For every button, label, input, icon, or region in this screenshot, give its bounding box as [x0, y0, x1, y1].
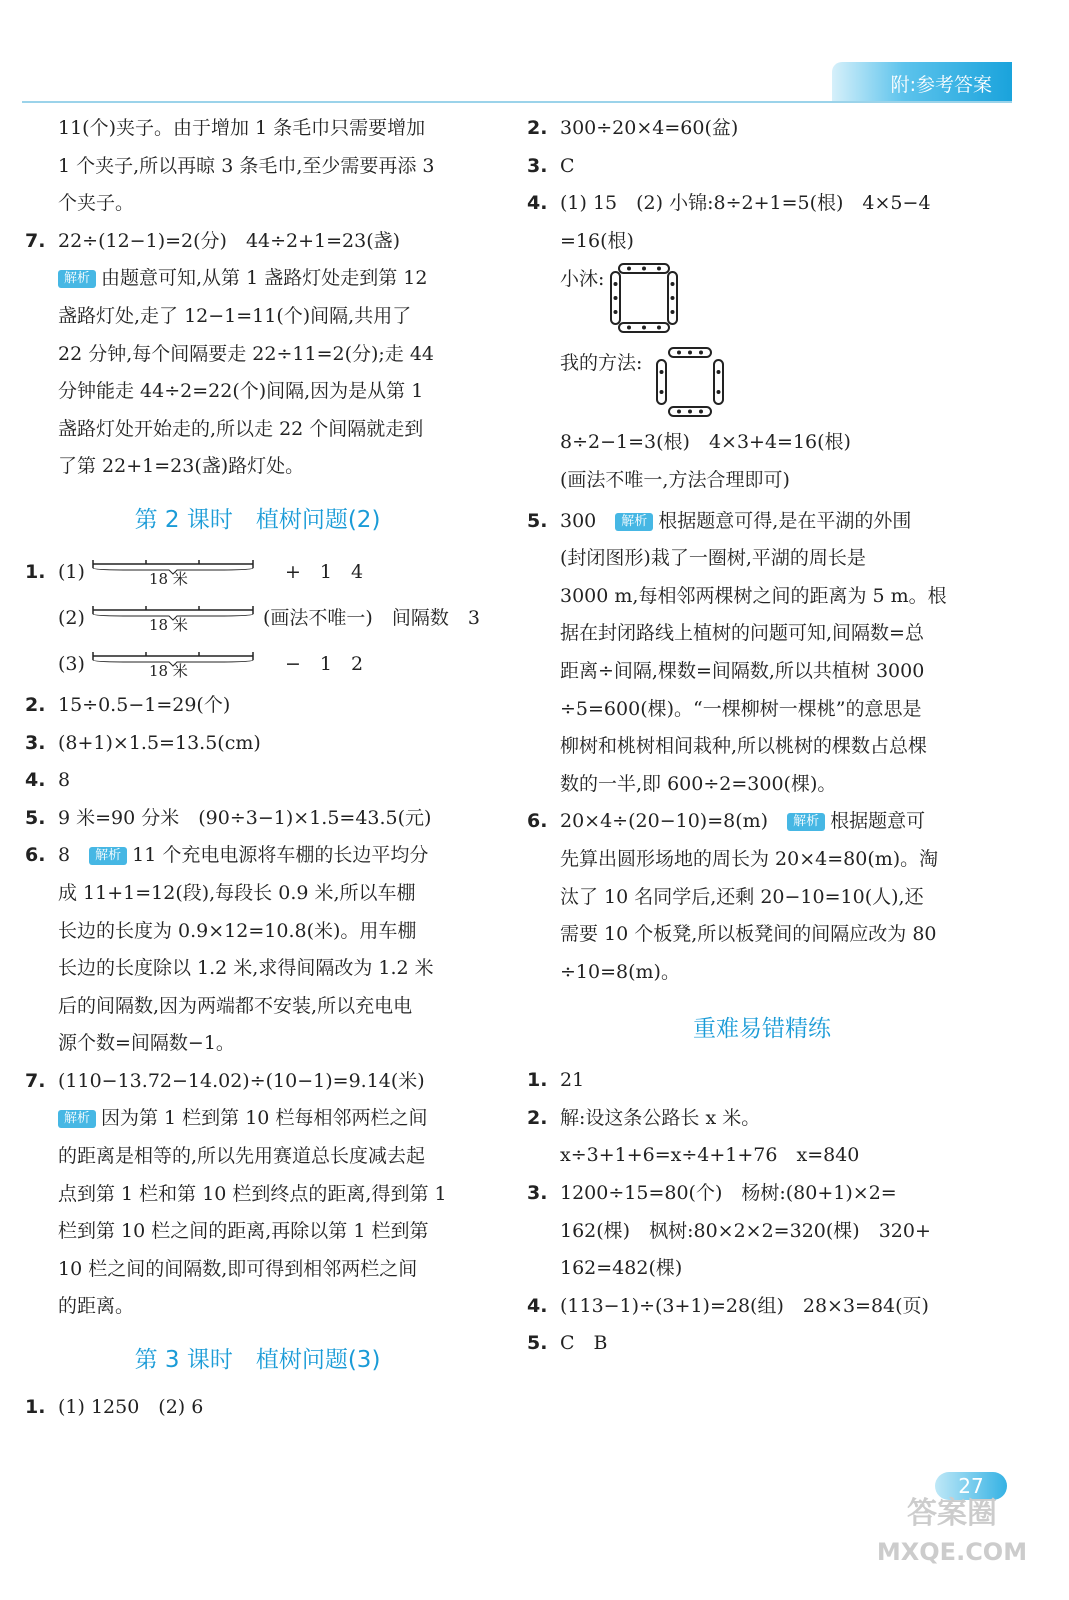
- part-label: (2): [58, 606, 85, 629]
- text-line: 8÷2−1=3(根) 4×3+4=16(根): [560, 431, 851, 454]
- watermark: [872, 1495, 1032, 1595]
- text-line: 后的间隔数,因为两端都不安装,所以充电电: [58, 994, 413, 1017]
- text-line: x÷3+1+6=x÷4+1+76 x=840: [560, 1144, 860, 1167]
- question-7: [25, 223, 490, 261]
- stick-square-xiaomu: [609, 262, 679, 334]
- analysis-badge: 解析: [787, 813, 825, 831]
- text-line: 的距离是相等的,所以先用赛道总长度减去起: [58, 1145, 426, 1168]
- question-number: 7.: [25, 229, 46, 252]
- left-column: [25, 110, 490, 1427]
- analysis-badge: 解析: [615, 513, 653, 531]
- question-7: [25, 1063, 490, 1101]
- text-line: (画法不唯一,方法合理即可): [560, 468, 790, 491]
- question-number: 1.: [527, 1069, 548, 1092]
- analysis-text: 11 个充电电源将车棚的长边平均分: [132, 844, 429, 867]
- question-1-part-3: [25, 641, 490, 687]
- question-6: [527, 803, 997, 841]
- question-number: 3.: [527, 154, 548, 177]
- answer-text: 300: [560, 509, 597, 532]
- question-number: 4.: [25, 769, 46, 792]
- text-line: 数的一半,即 600÷2=300(棵)。: [560, 772, 837, 795]
- question-2: [527, 110, 997, 148]
- text-line: ÷5=600(棵)。“一棵柳树一棵桃”的意思是: [560, 697, 922, 720]
- answer-text: 15÷0.5−1=29(个): [58, 693, 231, 716]
- answer-text: (8+1)×1.5=13.5(cm): [58, 731, 261, 754]
- analysis-text: 由题意可知,从第 1 盏路灯处走到第 12: [101, 267, 428, 290]
- question-4: [25, 762, 490, 800]
- answer-text: − 1 2: [285, 652, 364, 675]
- analysis-text: 因为第 1 栏到第 10 栏每相邻两栏之间: [101, 1107, 428, 1130]
- answer-text: 9 米=90 分米 (90÷3−1)×1.5=43.5(元): [58, 806, 432, 829]
- text-line: 需要 10 个板凳,所以板凳间的间隔应改为 80: [560, 923, 937, 946]
- question-number: 2.: [25, 693, 46, 716]
- question-5: [527, 503, 997, 541]
- text-line: 距离÷间隔,棵数=间隔数,所以共植树 3000: [560, 659, 925, 682]
- text-line: =16(根): [560, 229, 634, 252]
- segment-label: 18 米: [148, 615, 188, 634]
- question-number: 2.: [527, 1106, 548, 1129]
- text-line: 10 栏之间的间隔数,即可得到相邻两栏之间: [58, 1257, 418, 1280]
- question-number: 5.: [527, 509, 548, 532]
- question-3: [25, 725, 490, 763]
- question-2: [25, 687, 490, 725]
- question-number: 4.: [527, 1294, 548, 1317]
- text-line: 162=482(棵): [560, 1257, 683, 1280]
- text-line: 柳树和桃树相间栽种,所以桃树的棵数占总棵: [560, 735, 928, 758]
- right-column: [527, 110, 997, 1363]
- question-5: [25, 800, 490, 838]
- watermark-bottom: MXQE.COM: [876, 1538, 1028, 1566]
- question-6: [25, 837, 490, 875]
- text-line: 长边的长度为 0.9×12=10.8(米)。用车棚: [58, 919, 417, 942]
- question-number: 3.: [527, 1182, 548, 1205]
- answer-text: C: [560, 154, 575, 177]
- my-method-figure-row: [527, 342, 997, 424]
- question-number: 5.: [527, 1332, 548, 1355]
- text-line: 成 11+1=12(段),每段长 0.9 米,所以车棚: [58, 881, 416, 904]
- xiaomu-figure-row: [527, 260, 997, 342]
- answer-text: 8: [58, 844, 71, 867]
- text-line: 分钟能走 44÷2=22(个)间隔,因为是从第 1: [58, 380, 424, 403]
- analysis-text: 根据题意可得,是在平湖的外围: [658, 509, 912, 532]
- answer-text: 22÷(12−1)=2(分) 44÷2+1=23(盏): [58, 229, 401, 252]
- exercise-2: [527, 1100, 997, 1138]
- text-line: 个夹子。: [58, 192, 135, 215]
- question-number: 7.: [25, 1069, 46, 1092]
- answer-text: (画法不唯一) 间隔数 3: [263, 606, 480, 629]
- segment-diagram: [91, 650, 257, 680]
- question-1: [25, 1389, 490, 1427]
- text-line: (封闭图形)栽了一圈树,平湖的周长是: [560, 547, 866, 570]
- analysis-badge: 解析: [89, 847, 127, 865]
- answer-text: 1200÷15=80(个) 杨树:(80+1)×2=: [560, 1182, 897, 1205]
- text-line: 源个数=间隔数−1。: [58, 1032, 235, 1055]
- watermark-top: 答案圈: [907, 1496, 997, 1531]
- exercise-4: [527, 1288, 997, 1326]
- header-tag-text: 附:参考答案: [890, 74, 992, 96]
- text-line: 盏路灯处开始走的,所以走 22 个间隔就走到: [58, 417, 424, 440]
- answer-text: 20×4÷(20−10)=8(m): [560, 810, 769, 833]
- answer-text: (1) 1250 (2) 6: [58, 1396, 204, 1419]
- question-1-part-1: [25, 549, 490, 595]
- answer-text: 解:设这条公路长 x 米。: [560, 1106, 761, 1129]
- segment-diagram: [91, 604, 257, 634]
- text-line: 盏路灯处,走了 12−1=11(个)间隔,共用了: [58, 304, 412, 327]
- text-line: 1 个夹子,所以再晾 3 条毛巾,至少需要再添 3: [58, 154, 435, 177]
- question-number: 1.: [25, 1396, 46, 1419]
- section-title: 第 3 课时 植树问题(3): [134, 1347, 381, 1374]
- page-number: 27: [935, 1472, 1007, 1500]
- answer-text: 21: [560, 1069, 585, 1092]
- question-4: [527, 185, 997, 223]
- text-line: 长边的长度除以 1.2 米,求得间隔改为 1.2 米: [58, 957, 434, 980]
- header-tag: [832, 62, 1012, 102]
- text-line: 汰了 10 名同学后,还剩 20−10=10(人),还: [560, 885, 924, 908]
- answer-text: 8: [58, 769, 71, 792]
- question-1-part-2: [25, 595, 490, 641]
- text-line: 11(个)夹子。由于增加 1 条毛巾只需要增加: [58, 117, 426, 139]
- stick-square-my-method: [655, 346, 725, 418]
- answer-text: 300÷20×4=60(盆): [560, 117, 739, 139]
- analysis-text: 根据题意可: [830, 810, 926, 833]
- section-title: 第 2 课时 植树问题(2): [134, 506, 381, 533]
- text-line: 的距离。: [58, 1295, 135, 1318]
- answer-text: (1) 15 (2) 小锦:8÷2+1=5(根) 4×5−4: [560, 192, 931, 215]
- question-number: 3.: [25, 731, 46, 754]
- segment-diagram: [91, 558, 257, 588]
- text-line: 先算出圆形场地的周长为 20×4=80(m)。淘: [560, 847, 939, 870]
- answer-text: (113−1)÷(3+1)=28(组) 28×3=84(页): [560, 1294, 929, 1317]
- exercise-5: [527, 1325, 997, 1363]
- question-3: [527, 148, 997, 186]
- question-number: 6.: [25, 844, 46, 867]
- part-label: (1): [58, 560, 85, 583]
- text-line: 栏到第 10 栏之间的距离,再除以第 1 栏到第: [58, 1220, 429, 1243]
- header-rule: [22, 101, 1012, 103]
- text-line: 162(棵) 枫树:80×2×2=320(棵) 320+: [560, 1219, 931, 1242]
- answer-text: (110−13.72−14.02)÷(10−1)=9.14(米): [58, 1069, 425, 1092]
- text-line: 3000 m,每相邻两棵树之间的距离为 5 m。根: [560, 584, 947, 607]
- exercise-1: [527, 1062, 997, 1100]
- text-line: 据在封闭路线上植树的问题可知,间隔数=总: [560, 622, 924, 645]
- text-line: ÷10=8(m)。: [560, 960, 680, 983]
- question-number: 1.: [25, 560, 46, 583]
- question-number: 2.: [527, 117, 548, 139]
- question-number: 5.: [25, 806, 46, 829]
- analysis-badge: 解析: [58, 270, 96, 288]
- section-title: 重难易错精练: [693, 1016, 831, 1043]
- question-number: 6.: [527, 810, 548, 833]
- text-line: 22 分钟,每个间隔要走 22÷11=2(分);走 44: [58, 342, 435, 365]
- segment-label: 18 米: [148, 661, 188, 680]
- text-line: 点到第 1 栏和第 10 栏到终点的距离,得到第 1: [58, 1182, 447, 1205]
- figure-label: 小沐:: [560, 268, 605, 291]
- answer-text: + 1 4: [285, 560, 364, 583]
- text-line: 了第 22+1=23(盏)路灯处。: [58, 455, 305, 478]
- part-label: (3): [58, 652, 85, 675]
- answer-text: C B: [560, 1332, 608, 1355]
- segment-label: 18 米: [148, 569, 188, 588]
- analysis-badge: 解析: [58, 1110, 96, 1128]
- question-number: 4.: [527, 192, 548, 215]
- analysis-line: [25, 1100, 490, 1138]
- exercise-3: [527, 1175, 997, 1213]
- figure-label: 我的方法:: [560, 352, 643, 375]
- analysis-line: [25, 260, 490, 298]
